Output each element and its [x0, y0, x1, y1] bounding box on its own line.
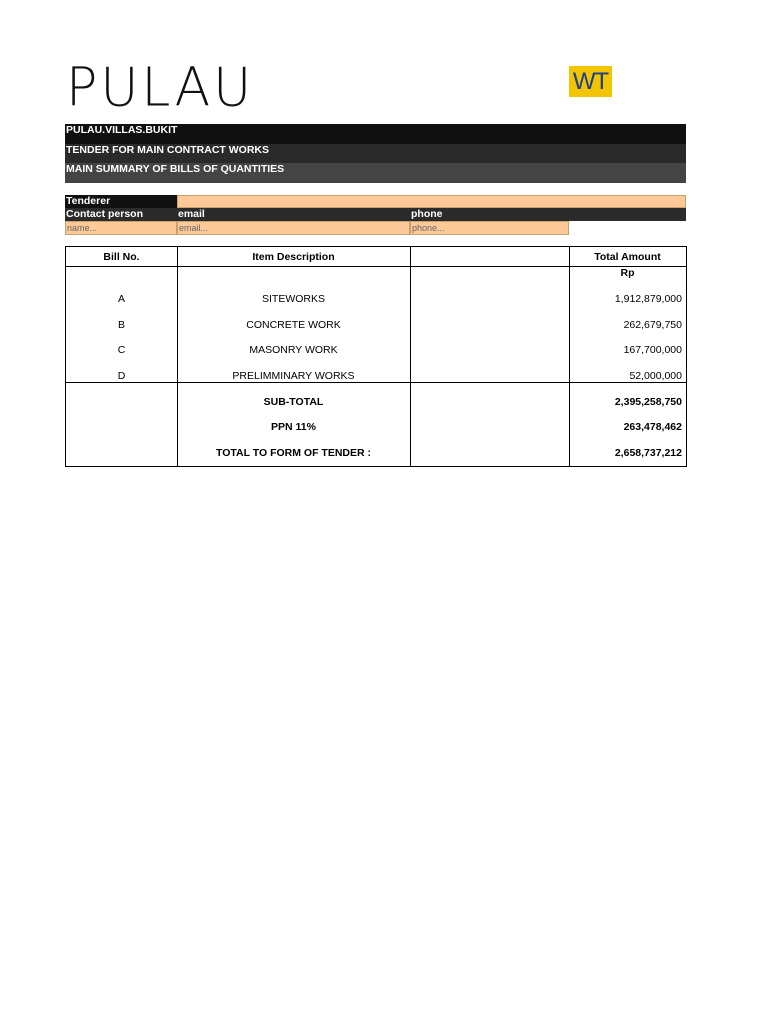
totals-divider	[66, 382, 686, 383]
contact-section	[65, 195, 686, 234]
ppn-amount: 263,478,462	[623, 421, 682, 433]
phone-field[interactable]: phone...	[410, 221, 569, 235]
bill-no-cell: B	[117, 319, 125, 331]
amount-cell: 52,000,000	[629, 370, 682, 382]
tenderer-label: Tenderer	[65, 195, 177, 208]
bill-no-cell: C	[117, 344, 126, 356]
contact-person-label: Contact person	[65, 208, 177, 221]
subtotal-label: SUB-TOTAL	[263, 396, 324, 408]
column-divider	[177, 247, 178, 466]
currency-label: Rp	[620, 267, 635, 279]
amount-cell: 1,912,879,000	[614, 293, 682, 305]
summary-title: MAIN SUMMARY OF BILLS OF QUANTITIES	[65, 163, 686, 183]
email-label: email	[177, 208, 410, 221]
bill-no-header: Bill No.	[103, 251, 140, 263]
amount-cell: 167,700,000	[623, 344, 682, 356]
item-description-header: Item Description	[252, 251, 335, 263]
project-title: PULAU.VILLAS.BUKIT	[65, 124, 686, 144]
bill-no-cell: A	[117, 293, 125, 305]
item-description-cell: PRELIMMINARY WORKS	[232, 370, 355, 382]
ppn-label: PPN 11%	[271, 421, 316, 433]
label-row-filler	[569, 208, 686, 221]
total-amount-header: Total Amount	[594, 251, 661, 263]
bill-no-cell: D	[117, 370, 126, 382]
subtotal-amount: 2,395,258,750	[614, 396, 682, 408]
name-field[interactable]: name...	[65, 221, 177, 235]
phone-label: phone	[410, 208, 569, 221]
tenderer-field[interactable]	[177, 195, 686, 208]
column-divider	[569, 247, 570, 466]
grand-total-amount: 2,658,737,212	[614, 447, 682, 459]
pulau-logo: PULAU	[66, 57, 255, 119]
item-description-cell: MASONRY WORK	[249, 344, 338, 356]
wt-logo-badge: WT	[569, 66, 612, 97]
grand-total-label: TOTAL TO FORM OF TENDER :	[216, 447, 371, 459]
email-field[interactable]: email...	[177, 221, 410, 235]
bill-summary-table	[65, 246, 687, 467]
column-divider	[410, 247, 411, 466]
item-description-cell: SITEWORKS	[261, 293, 325, 305]
item-description-cell: CONCRETE WORK	[246, 319, 341, 331]
tender-title: TENDER FOR MAIN CONTRACT WORKS	[65, 144, 686, 164]
amount-cell: 262,679,750	[623, 319, 682, 331]
